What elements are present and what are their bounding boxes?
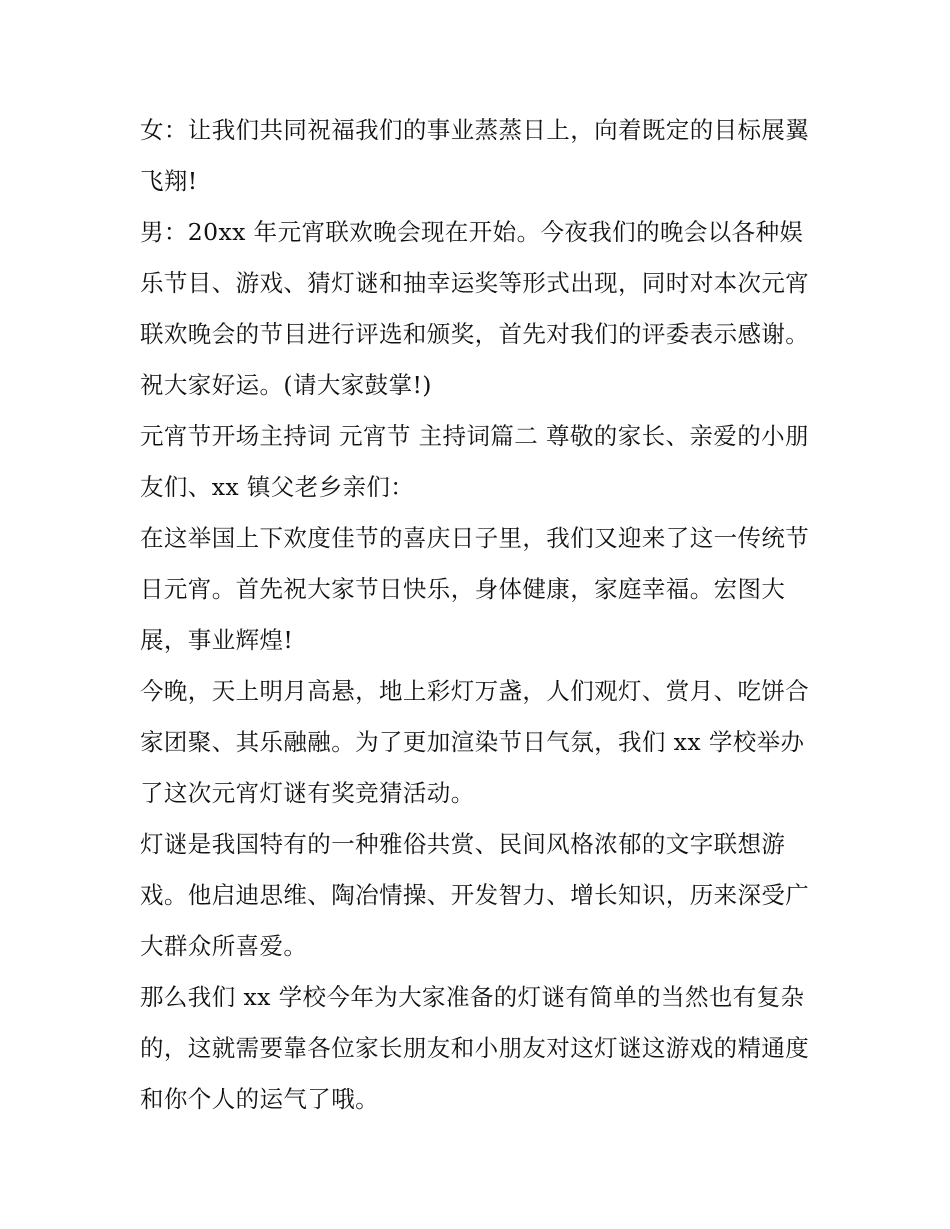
paragraph-speech-title-greeting: 元宵节开场主持词 元宵节 主持词篇二 尊敬的家长、亲爱的小朋友们、xx 镇父老乡亲们： bbox=[140, 422, 809, 501]
paragraph-male-host-opening: 男：20xx 年元宵联欢晚会现在开始。今夜我们的晚会以各种娱乐节目、游戏、猜灯谜和抽幸运奖等形式出现，同时对本次元宵联欢晚会的节目进行评选和颁奖，首先对我们的评委表示感谢。祝大家好运。(请大家鼓掌!) bbox=[140, 218, 810, 399]
document-body bbox=[140, 105, 820, 1125]
paragraph-festival-greeting: 在这举国上下欢度佳节的喜庆日子里，我们又迎来了这一传统节日元宵。首先祝大家节日快乐，身体健康，家庭幸福。宏图大展，事业辉煌! bbox=[140, 524, 810, 654]
paragraph-riddle-difficulty: 那么我们 xx 学校今年为大家准备的灯谜有简单的当然也有复杂的，这就需要靠各位家长朋友和小朋友对这灯谜这游戏的精通度和你个人的运气了哦。 bbox=[140, 983, 810, 1113]
paragraph-lantern-event: 今晚，天上明月高悬，地上彩灯万盏，人们观灯、赏月、吃饼合家团聚、其乐融融。为了更加渲染节日气氛，我们 xx 学校举办了这次元宵灯谜有奖竞猜活动。 bbox=[140, 677, 810, 807]
paragraph-female-host-blessing: 女：让我们共同祝福我们的事业蒸蒸日上，向着既定的目标展翼飞翔! bbox=[140, 116, 810, 195]
paragraph-riddle-description: 灯谜是我国特有的一种雅俗共赏、民间风格浓郁的文字联想游戏。他启迪思维、陶冶情操、开发智力、增长知识，历来深受广大群众所喜爱。 bbox=[140, 830, 810, 960]
